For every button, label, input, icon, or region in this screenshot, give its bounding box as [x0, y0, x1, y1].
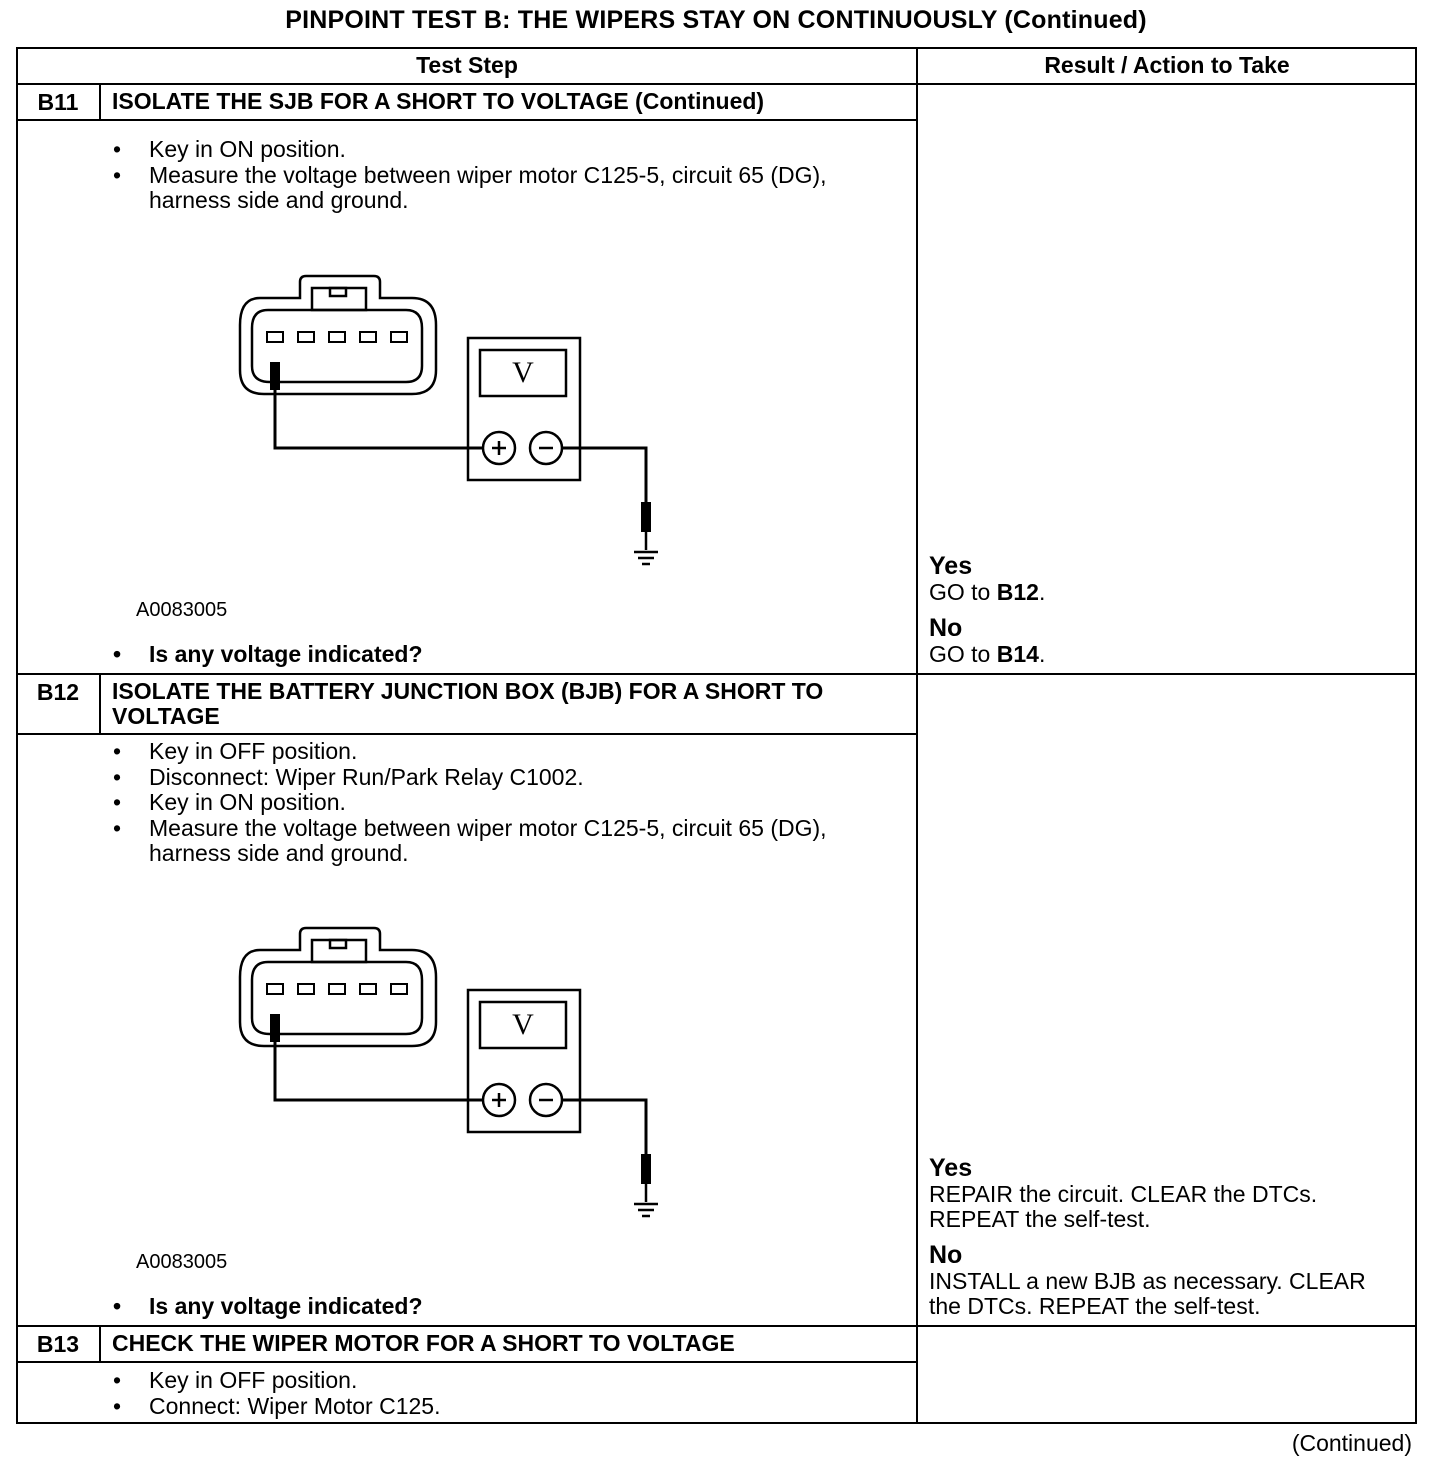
- list-item: • Is any voltage indicated?: [113, 1294, 873, 1320]
- result-yes-action: REPAIR the circuit. CLEAR the DTCs. REPEAT the self-test.: [929, 1181, 1318, 1232]
- test-lead-negative: [562, 1100, 646, 1160]
- step-question-b11: [113, 642, 873, 668]
- list-item: • Is any voltage indicated?: [113, 642, 873, 668]
- step-bullets-b11: [113, 137, 853, 214]
- list-item: • Key in ON position.: [113, 790, 853, 816]
- result-no-action: GO to B14.: [929, 641, 1046, 667]
- voltage-test-diagram-b11: [230, 270, 670, 575]
- figure-id-b12: A0083005: [136, 1251, 228, 1273]
- step-bullets-b13: [113, 1368, 853, 1419]
- step-title-divider-b13: [16, 1361, 917, 1363]
- step-divider-b11: [16, 673, 1417, 675]
- ground-clip: [641, 1154, 651, 1184]
- step-id-b12: B12: [36, 679, 80, 705]
- continued-label: (Continued): [1291, 1430, 1412, 1456]
- list-item: • Measure the voltage between wiper motor C125-5, circuit 65 (DG), harness side and ground.: [113, 163, 853, 214]
- step-id-b13: B13: [36, 1331, 80, 1357]
- connector-pins: [267, 332, 407, 342]
- meter-terminals: [492, 1093, 553, 1107]
- result-yes-action: GO to B12.: [929, 579, 1046, 605]
- result-yes-label: Yes: [929, 1154, 973, 1182]
- header-test-step: Test Step: [416, 52, 518, 78]
- ground-icon: [634, 532, 658, 564]
- step-id-b11: B11: [37, 89, 79, 115]
- result-b11: [929, 553, 1409, 667]
- step-bullets-b12: [113, 739, 853, 867]
- meter-symbol: V: [512, 1008, 534, 1041]
- voltage-test-diagram-b12: [230, 922, 670, 1227]
- result-no-action: INSTALL a new BJB as necessary. CLEAR the DTCs. REPEAT the self-test.: [929, 1268, 1366, 1319]
- step-question-b12: [113, 1294, 873, 1320]
- step-title-b12: ISOLATE THE BATTERY JUNCTION BOX (BJB) FOR A SHORT TO VOLTAGE: [112, 678, 824, 729]
- list-item: • Key in ON position.: [113, 137, 853, 163]
- column-divider: [916, 47, 918, 1424]
- connector-pins: [267, 984, 407, 994]
- header-result: Result / Action to Take: [1044, 52, 1290, 78]
- result-b12: [929, 1155, 1409, 1319]
- step-title-divider-b11: [16, 119, 917, 121]
- step-title-divider-b12: [16, 733, 917, 735]
- list-item: • Key in OFF position.: [113, 739, 853, 765]
- test-lead-negative: [562, 448, 646, 508]
- result-no-label: No: [929, 614, 963, 642]
- list-item: • Measure the voltage between wiper motor C125-5, circuit 65 (DG), harness side and ground.: [113, 816, 853, 867]
- list-item: • Connect: Wiper Motor C125.: [113, 1394, 853, 1420]
- step-link-b12: B12: [996, 579, 1039, 605]
- step-divider-b12: [16, 1325, 1417, 1327]
- ground-clip: [641, 502, 651, 532]
- result-no-label: No: [929, 1241, 963, 1269]
- meter-symbol: V: [512, 356, 534, 389]
- meter-terminals: [492, 441, 553, 455]
- step-title-b11: ISOLATE THE SJB FOR A SHORT TO VOLTAGE (Continued): [112, 88, 765, 114]
- step-link-b14: B14: [996, 641, 1039, 667]
- figure-id-b11: A0083005: [136, 599, 228, 621]
- header-divider: [16, 83, 1417, 85]
- result-yes-label: Yes: [929, 552, 973, 580]
- step-title-b13: CHECK THE WIPER MOTOR FOR A SHORT TO VOLTAGE: [112, 1330, 735, 1356]
- list-item: • Disconnect: Wiper Run/Park Relay C1002.: [113, 765, 853, 791]
- page-title: PINPOINT TEST B: THE WIPERS STAY ON CONTINUOUSLY (Continued): [285, 6, 1147, 34]
- ground-icon: [634, 1184, 658, 1216]
- list-item: • Key in OFF position.: [113, 1368, 853, 1394]
